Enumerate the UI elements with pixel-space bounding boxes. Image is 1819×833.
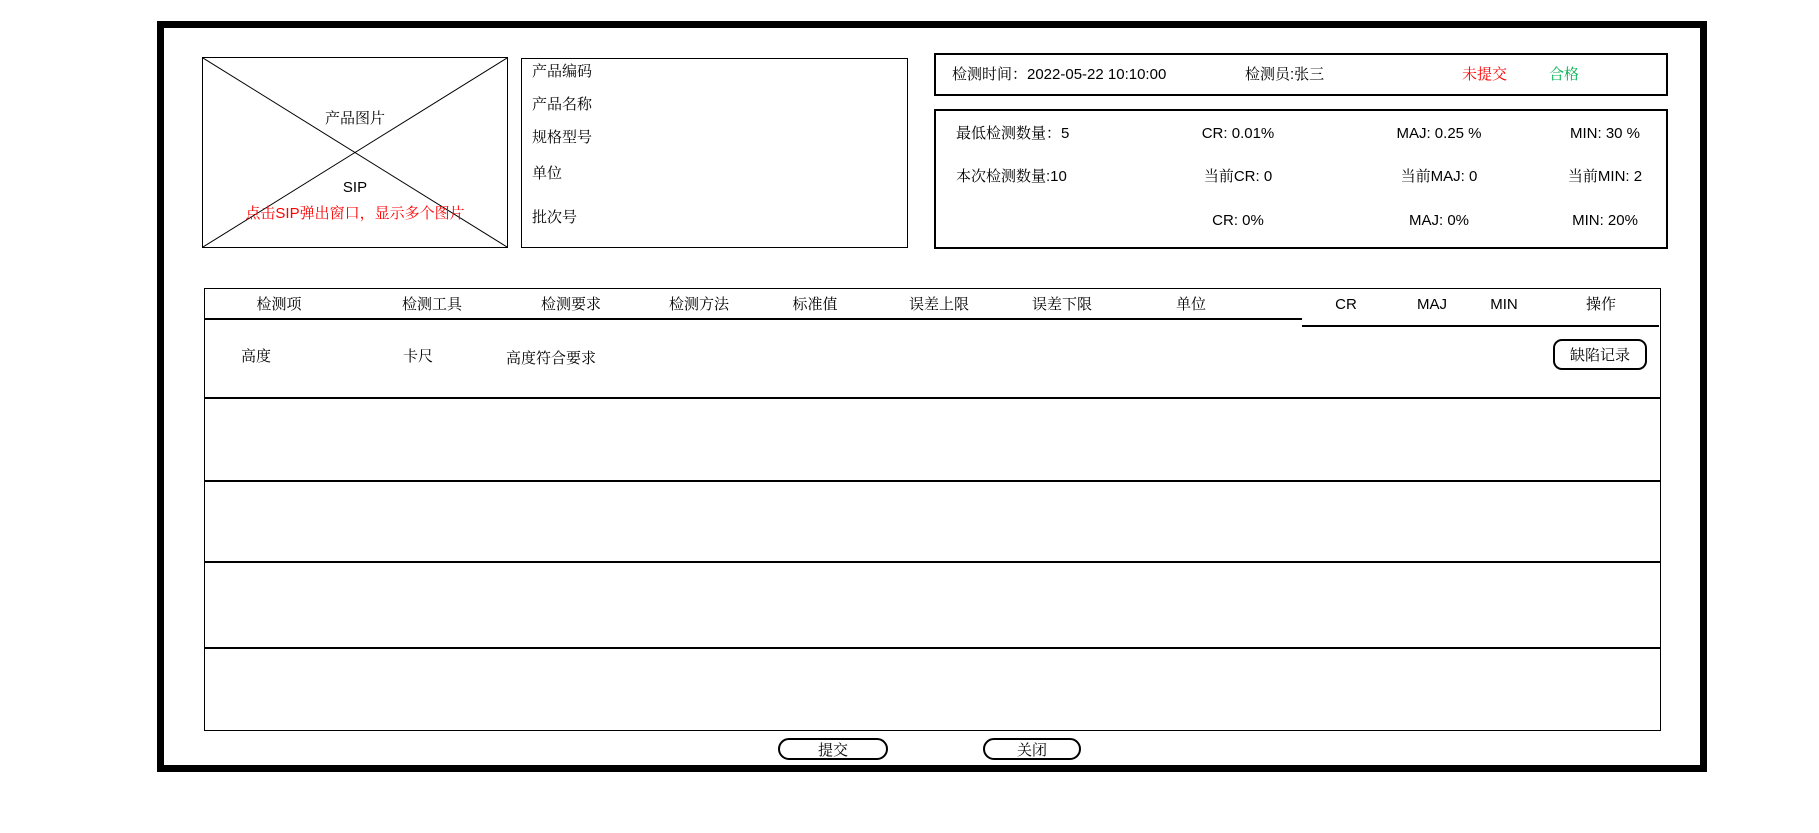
field-label-spec-model: 规格型号: [532, 129, 593, 146]
stat-min-rate: MIN: 20%: [1572, 212, 1638, 229]
table-row-empty: [205, 563, 1660, 647]
stat-current-maj: 当前MAJ: 0: [1400, 168, 1478, 185]
stat-cr-rate: CR: 0%: [1212, 212, 1264, 229]
field-label-product-code: 产品编码: [532, 63, 593, 80]
row-cell-requirement: 高度符合要求: [506, 350, 597, 367]
inspector-name: 检测员:张三: [1245, 66, 1325, 83]
col-header-cr: CR: [1335, 296, 1357, 313]
col-header-maj: MAJ: [1417, 296, 1447, 313]
sip-link[interactable]: SIP: [342, 179, 368, 196]
field-label-product-name: 产品名称: [532, 96, 593, 113]
inspection-time: 检测时间：2022-05-22 10:10:00: [952, 66, 1167, 83]
col-header-min: MIN: [1490, 296, 1518, 313]
inspection-header-panel: [934, 53, 1668, 96]
status-badge-unsubmitted: 未提交: [1462, 66, 1508, 83]
submit-button[interactable]: 提交: [778, 738, 888, 760]
stat-cr-limit: CR: 0.01%: [1201, 125, 1275, 142]
table-row-empty: [205, 649, 1660, 730]
sip-hint-text: 点击SIP弹出窗口，显示多个图片: [245, 205, 465, 222]
inspection-stats-panel: [934, 109, 1668, 249]
stat-maj-limit: MAJ: 0.25 %: [1396, 125, 1482, 142]
col-header-upper-tolerance: 误差上限: [908, 296, 970, 313]
field-label-batch-no: 批次号: [532, 209, 578, 226]
stat-min-inspect-qty: 最低检测数量：5: [956, 125, 1070, 142]
col-header-method: 检测方法: [668, 296, 730, 313]
col-header-action: 操作: [1585, 296, 1617, 313]
close-button[interactable]: 关闭: [983, 738, 1081, 760]
col-header-tool: 检测工具: [401, 296, 463, 313]
product-image-title: 产品图片: [324, 110, 385, 127]
table-row-empty: [205, 482, 1660, 561]
table-row[interactable]: [205, 327, 1660, 397]
col-header-standard-value: 标准值: [792, 296, 838, 313]
product-image-placeholder[interactable]: [202, 57, 508, 248]
col-header-lower-tolerance: 误差下限: [1031, 296, 1093, 313]
inspection-items-table: [204, 288, 1661, 731]
stat-current-inspect-qty: 本次检测数量:10: [956, 168, 1067, 185]
stat-maj-rate: MAJ: 0%: [1408, 212, 1470, 229]
col-header-requirement: 检测要求: [540, 296, 602, 313]
col-header-item: 检测项: [256, 296, 302, 313]
header-underline-left: [205, 318, 1302, 320]
defect-record-button[interactable]: 缺陷记录: [1553, 339, 1647, 370]
row-cell-tool: 卡尺: [403, 348, 434, 365]
stat-current-cr: 当前CR: 0: [1203, 168, 1273, 185]
status-badge-qualified: 合格: [1549, 66, 1580, 83]
field-label-unit: 单位: [532, 165, 563, 182]
stat-current-min: 当前MIN: 2: [1567, 168, 1643, 185]
product-info-panel: [521, 58, 908, 248]
stat-min-limit: MIN: 30 %: [1569, 125, 1641, 142]
col-header-unit: 单位: [1175, 296, 1207, 313]
table-row-empty: [205, 399, 1660, 480]
row-cell-item: 高度: [241, 348, 272, 365]
